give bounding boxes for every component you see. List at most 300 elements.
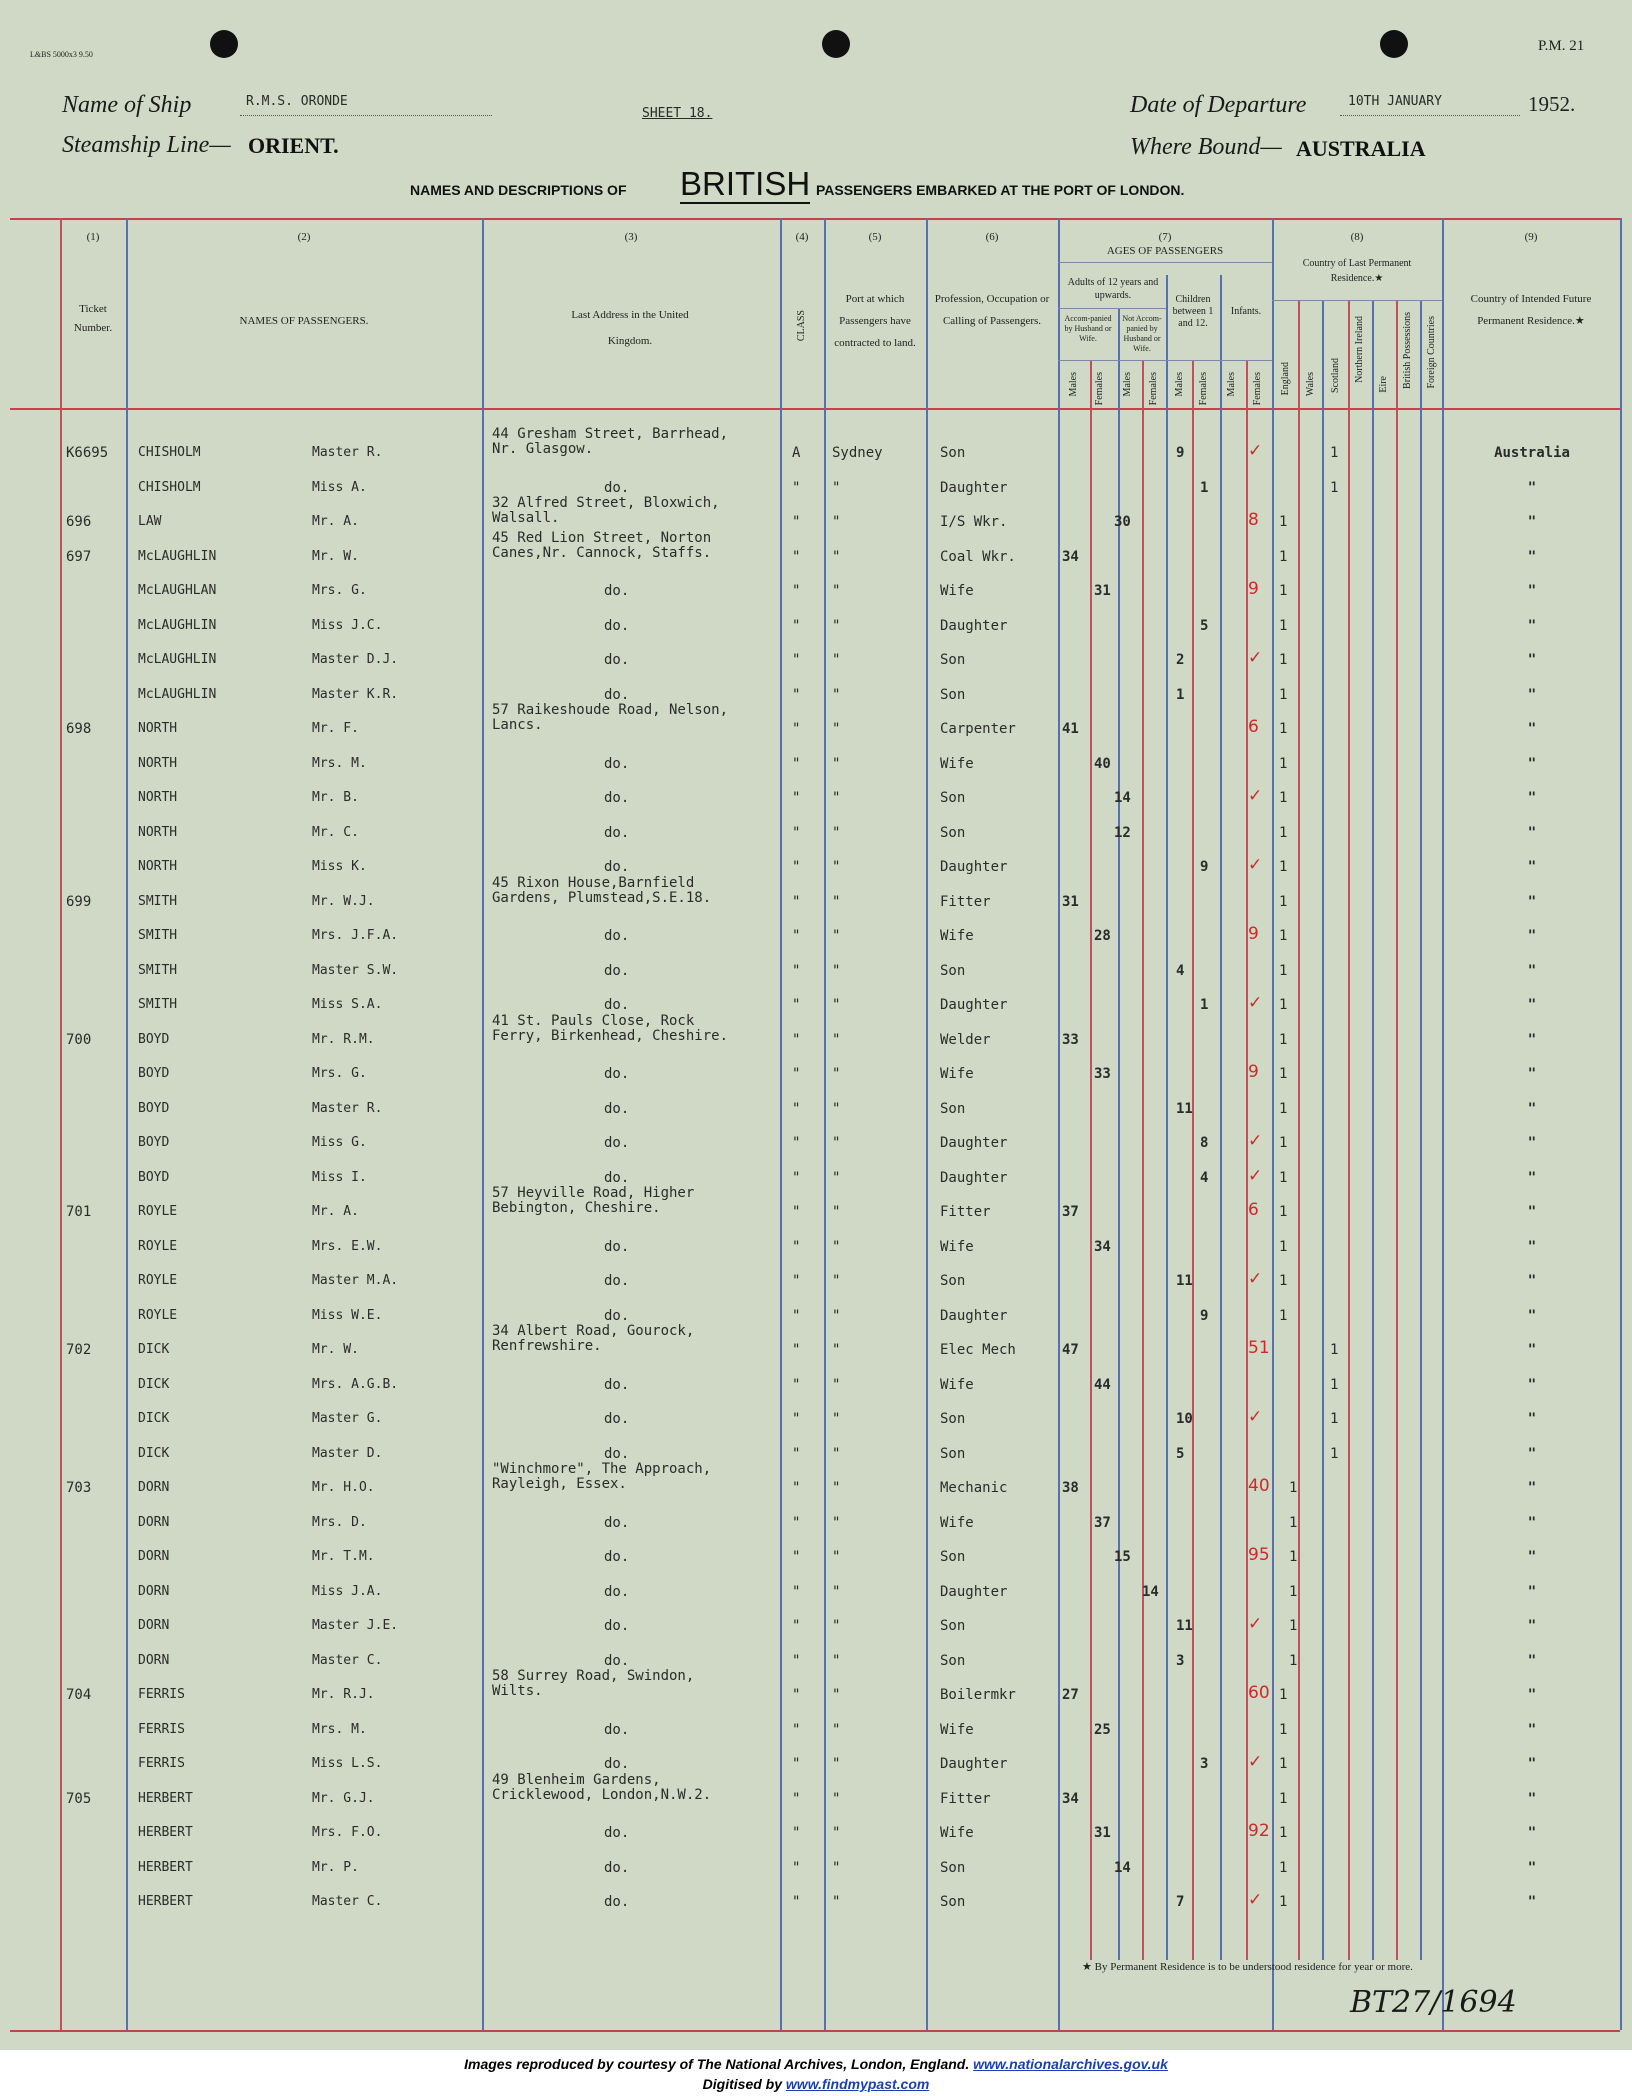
passenger-age: 28 [1094, 928, 1111, 944]
passenger-age: 3 [1176, 1653, 1185, 1669]
passenger-surname: DICK [138, 1377, 170, 1392]
occupation: Wife [940, 1377, 974, 1393]
intended-residence: " [1527, 1239, 1537, 1255]
passenger-age: 14 [1114, 790, 1131, 806]
intended-residence-header: Country of Intended Future Permanent Residence.★ [1470, 293, 1592, 327]
table-row [0, 1461, 1632, 1500]
occupation: Son [940, 1446, 966, 1462]
passenger-surname: DICK [138, 1411, 170, 1426]
passenger-given-name: Mr. C. [312, 825, 359, 840]
residence-tally: 1 [1289, 1584, 1298, 1600]
address-ditto: do. [604, 1618, 630, 1634]
passenger-class: " [792, 756, 801, 772]
port-of-landing: " [832, 1791, 841, 1807]
passenger-surname: SMITH [138, 928, 178, 943]
intended-residence: " [1527, 894, 1537, 910]
port-of-landing: " [832, 1825, 841, 1841]
findmypast-link[interactable]: www.findmypast.com [785, 2076, 930, 2092]
passenger-age: 9 [1176, 445, 1185, 461]
intended-residence: " [1527, 756, 1537, 772]
table-row [0, 687, 1632, 707]
table-row [0, 1668, 1632, 1707]
residence-tally: 1 [1279, 1101, 1288, 1117]
occupation: Elec Mech [940, 1342, 1016, 1358]
passenger-given-name: Master S.W. [312, 963, 399, 978]
table-row [0, 530, 1632, 569]
passenger-class: " [792, 1584, 801, 1600]
residence-tally: 1 [1279, 790, 1288, 806]
passenger-given-name: Mrs. A.G.B. [312, 1377, 399, 1392]
passenger-class: " [792, 1618, 801, 1634]
intended-residence: " [1527, 1446, 1537, 1462]
passenger-age: 41 [1062, 721, 1079, 737]
check-mark: ✓ [1248, 1890, 1263, 1910]
passenger-surname: McLAUGHLIN [138, 549, 217, 564]
address-ditto: do. [604, 1411, 630, 1427]
residence-tally: 1 [1279, 1756, 1288, 1772]
england-header: England [1280, 362, 1291, 396]
passenger-surname: FERRIS [138, 1756, 185, 1771]
table-row [0, 1614, 1632, 1638]
residence-tally: 1 [1279, 618, 1288, 634]
passenger-surname: NORTH [138, 825, 178, 840]
passenger-given-name: Mr. F. [312, 721, 359, 736]
ticket-number: 703 [66, 1480, 92, 1496]
passenger-class: " [792, 1032, 801, 1048]
intended-residence: " [1527, 583, 1537, 599]
passenger-given-name: Miss W.E. [312, 1308, 383, 1323]
port-of-landing: " [832, 859, 841, 875]
passenger-surname: McLAUGHLIN [138, 687, 217, 702]
intended-residence: " [1527, 549, 1537, 565]
col-num-3: (3) [624, 231, 638, 243]
residence-tally: 1 [1289, 1653, 1298, 1669]
ticket-number: 705 [66, 1791, 92, 1807]
passenger-given-name: Mrs. D. [312, 1515, 367, 1530]
port-of-landing: " [832, 1101, 841, 1117]
col-num-4: (4) [795, 231, 809, 243]
residence-tally: 1 [1279, 1066, 1288, 1082]
foreign-countries-header: Foreign Countries [1426, 316, 1437, 389]
passenger-surname: DORN [138, 1515, 170, 1530]
check-mark: ✓ [1248, 993, 1263, 1013]
table-row [0, 963, 1632, 983]
passenger-class: " [792, 825, 801, 841]
passenger-surname: NORTH [138, 756, 178, 771]
passenger-given-name: Mr. T.M. [312, 1549, 375, 1564]
passenger-surname: CHISHOLM [138, 480, 201, 495]
line-label: Steamship Line— [62, 132, 231, 158]
port-of-landing: " [832, 1342, 841, 1358]
country-last-header: Country of Last Permanent Residence.★ [1302, 258, 1412, 284]
passenger-surname: NORTH [138, 721, 178, 736]
passenger-given-name: Master J.E. [312, 1618, 399, 1633]
port-of-landing: " [832, 1446, 841, 1462]
port-of-landing: " [832, 790, 841, 806]
occupation: Son [940, 687, 966, 703]
line-name: ORIENT. [248, 133, 339, 158]
intended-residence: " [1527, 721, 1537, 737]
departure-date: 10TH JANUARY [1348, 94, 1442, 109]
check-mark: ✓ [1248, 1269, 1263, 1289]
passenger-class: " [792, 894, 801, 910]
intended-residence: " [1527, 687, 1537, 703]
address-line: 49 Blenheim Gardens, [492, 1772, 661, 1788]
residence-tally: 1 [1289, 1618, 1298, 1634]
check-mark: ✓ [1248, 1407, 1263, 1427]
passenger-class: " [792, 514, 801, 530]
passenger-class: " [792, 1239, 801, 1255]
intended-residence: " [1527, 1515, 1537, 1531]
table-row [0, 1269, 1632, 1293]
passenger-surname: DICK [138, 1446, 170, 1461]
occupation: Wife [940, 1515, 974, 1531]
table-row [0, 1166, 1632, 1190]
passenger-age: 25 [1094, 1722, 1111, 1738]
passenger-surname: McLAUGHLIN [138, 618, 217, 633]
check-mark: 6 [1248, 1200, 1259, 1220]
occupation: Daughter [940, 859, 1008, 875]
occupation: Son [940, 1860, 966, 1876]
address-line: Cricklewood, London,N.W.2. [492, 1787, 712, 1803]
occupation: Carpenter [940, 721, 1016, 737]
address-ditto: do. [604, 756, 630, 772]
passenger-age: 31 [1062, 894, 1079, 910]
residence-tally: 1 [1279, 1308, 1288, 1324]
national-archives-link[interactable]: www.nationalarchives.gov.uk [973, 2056, 1168, 2072]
passenger-class: " [792, 1204, 801, 1220]
passenger-surname: NORTH [138, 790, 178, 805]
passenger-class: " [792, 549, 801, 565]
residence-tally: 1 [1279, 825, 1288, 841]
occupation: Fitter [940, 1791, 991, 1807]
passenger-class: " [792, 583, 801, 599]
passenger-class: " [792, 1342, 801, 1358]
passenger-class: " [792, 963, 801, 979]
passenger-age: 15 [1114, 1549, 1131, 1565]
passenger-given-name: Miss G. [312, 1135, 367, 1150]
credit-text: Images reproduced by courtesy of The National Archives, London, England. [464, 2056, 970, 2072]
passenger-given-name: Mrs. M. [312, 1722, 367, 1737]
passenger-surname: DICK [138, 1342, 170, 1357]
check-mark: 92 [1248, 1821, 1270, 1841]
sheet-number: SHEET 18. [642, 106, 713, 121]
passenger-age: 37 [1062, 1204, 1079, 1220]
passenger-age: 5 [1176, 1446, 1185, 1462]
intended-residence: " [1527, 1894, 1537, 1910]
residence-tally: 1 [1279, 859, 1288, 875]
passenger-given-name: Mr. R.J. [312, 1687, 375, 1702]
passenger-given-name: Miss S.A. [312, 997, 383, 1012]
passenger-age: 31 [1094, 1825, 1111, 1841]
passenger-given-name: Master K.R. [312, 687, 399, 702]
departure-label: Date of Departure [1130, 92, 1307, 118]
port-of-landing: " [832, 1584, 841, 1600]
passenger-given-name: Mr. A. [312, 1204, 359, 1219]
passenger-surname: BOYD [138, 1101, 170, 1116]
intended-residence: " [1527, 1411, 1537, 1427]
passenger-surname: SMITH [138, 894, 178, 909]
residence-tally: 1 [1279, 514, 1288, 530]
passenger-surname: SMITH [138, 963, 178, 978]
residence-tally: 1 [1279, 894, 1288, 910]
port-of-landing: " [832, 721, 841, 737]
passenger-surname: BOYD [138, 1170, 170, 1185]
occupation: Daughter [940, 480, 1008, 496]
port-of-landing: " [832, 1618, 841, 1634]
credit-text-2: Digitised by [702, 2076, 783, 2092]
port-of-landing: " [832, 1066, 841, 1082]
passenger-given-name: Mr. P. [312, 1860, 359, 1875]
occupation: Son [940, 1653, 966, 1669]
check-mark: 8 [1248, 510, 1259, 530]
rule [1058, 308, 1166, 309]
ship-label: Name of Ship [62, 92, 192, 118]
ticket-header: Ticket Number. [73, 303, 113, 334]
ticket-number: 699 [66, 894, 92, 910]
table-row [0, 1062, 1632, 1086]
passenger-age: 14 [1142, 1584, 1159, 1600]
passenger-given-name: Mr. W. [312, 549, 359, 564]
check-mark: ✓ [1248, 441, 1263, 461]
passenger-surname: LAW [138, 514, 162, 529]
port-of-landing: " [832, 1515, 841, 1531]
adults-header: Adults of 12 years and upwards. [1067, 277, 1159, 301]
port-of-landing: " [832, 583, 841, 599]
residence-tally: 1 [1279, 1239, 1288, 1255]
address-ditto: do. [604, 825, 630, 841]
address-line: Gardens, Plumstead,S.E.18. [492, 890, 712, 906]
passenger-class: " [792, 721, 801, 737]
males-header: Males [1174, 372, 1185, 397]
address-ditto: do. [604, 1135, 630, 1151]
passenger-age: 31 [1094, 583, 1111, 599]
address-ditto: do. [604, 1549, 630, 1565]
passenger-age: 1 [1200, 480, 1209, 496]
check-mark: 95 [1248, 1545, 1270, 1565]
occupation: Son [940, 1101, 966, 1117]
check-mark: 9 [1248, 579, 1259, 599]
females-header: Females [1094, 372, 1105, 406]
port-of-landing: " [832, 549, 841, 565]
port-of-landing: " [832, 1653, 841, 1669]
intended-residence: " [1527, 1101, 1537, 1117]
residence-tally: 1 [1330, 1411, 1339, 1427]
address-line: 32 Alfred Street, Bloxwich, [492, 495, 720, 511]
intended-residence: " [1527, 1653, 1537, 1669]
passenger-age: 11 [1176, 1101, 1193, 1117]
intended-residence: " [1527, 1377, 1537, 1393]
address-line: Lancs. [492, 717, 543, 733]
address-ditto: do. [604, 1066, 630, 1082]
port-of-landing: " [832, 687, 841, 703]
passenger-age: 30 [1114, 514, 1131, 530]
passenger-age: 38 [1062, 1480, 1079, 1496]
northern-ireland-header: Northern Ireland [1354, 316, 1365, 383]
residence-tally: 1 [1330, 445, 1339, 461]
table-row [0, 825, 1632, 845]
port-of-landing: " [832, 997, 841, 1013]
females-header: Females [1148, 372, 1159, 406]
intended-residence: " [1527, 1549, 1537, 1565]
port-of-landing: " [832, 825, 841, 841]
address-line: 44 Gresham Street, Barrhead, [492, 426, 729, 442]
passenger-surname: HERBERT [138, 1791, 193, 1806]
females-header: Females [1198, 372, 1209, 406]
not-accompanied-header: Not Accom-panied by Husband or Wife. [1122, 314, 1162, 353]
address-ditto: do. [604, 1653, 630, 1669]
passenger-age: 47 [1062, 1342, 1079, 1358]
residence-tally: 1 [1279, 687, 1288, 703]
passenger-age: 34 [1094, 1239, 1111, 1255]
table-row [0, 495, 1632, 534]
ticket-number: K6695 [66, 445, 109, 461]
residence-tally: 1 [1279, 652, 1288, 668]
address-ditto: do. [604, 1584, 630, 1600]
ticket-number: 704 [66, 1687, 92, 1703]
port-of-landing: " [832, 514, 841, 530]
intended-residence: " [1527, 480, 1537, 496]
punch-hole [210, 30, 238, 58]
passenger-class: " [792, 1791, 801, 1807]
occupation: Fitter [940, 1204, 991, 1220]
accompanied-header: Accom-panied by Husband or Wife. [1064, 314, 1112, 343]
port-of-landing: " [832, 1549, 841, 1565]
infants-header: Infants. [1230, 306, 1262, 317]
address-ditto: do. [604, 1446, 630, 1462]
intended-residence: " [1527, 1480, 1537, 1496]
table-row [0, 648, 1632, 672]
table-row [0, 1515, 1632, 1535]
intended-residence: " [1527, 928, 1537, 944]
table-row [0, 1545, 1632, 1569]
port-of-landing: " [832, 1170, 841, 1186]
address-ditto: do. [604, 1515, 630, 1531]
residence-tally: 1 [1279, 1860, 1288, 1876]
residence-tally: 1 [1330, 1342, 1339, 1358]
passenger-surname: McLAUGHLIN [138, 652, 217, 667]
occupation: Wife [940, 1066, 974, 1082]
occupation: Wife [940, 1722, 974, 1738]
passenger-given-name: Mrs. J.F.A. [312, 928, 399, 943]
passenger-age: 11 [1176, 1618, 1193, 1634]
port-of-landing: " [832, 1239, 841, 1255]
table-row [0, 702, 1632, 741]
class-header: CLASS [796, 310, 807, 342]
intended-residence: " [1527, 514, 1537, 530]
port-of-landing: Sydney [832, 445, 883, 461]
intended-residence: " [1527, 1860, 1537, 1876]
wales-header: Wales [1305, 372, 1316, 397]
passenger-age: 27 [1062, 1687, 1079, 1703]
address-ditto: do. [604, 1894, 630, 1910]
passenger-class: " [792, 652, 801, 668]
intended-residence: " [1527, 652, 1537, 668]
address-line: 58 Surrey Road, Swindon, [492, 1668, 695, 1684]
passenger-surname: DORN [138, 1653, 170, 1668]
rule [1058, 360, 1272, 361]
occupation: Son [940, 445, 966, 461]
residence-tally: 1 [1279, 1170, 1288, 1186]
rule [1058, 262, 1272, 263]
address-line: 34 Albert Road, Gourock, [492, 1323, 695, 1339]
passenger-surname: BOYD [138, 1135, 170, 1150]
occupation: Mechanic [940, 1480, 1008, 1496]
eire-header: Eire [1378, 376, 1389, 393]
punch-hole [822, 30, 850, 58]
bound-label: Where Bound— [1130, 134, 1282, 160]
passenger-given-name: Miss J.C. [312, 618, 383, 633]
males-header: Males [1226, 372, 1237, 397]
address-ditto: do. [604, 618, 630, 634]
passenger-class: " [792, 1687, 801, 1703]
passenger-given-name: Miss J.A. [312, 1584, 383, 1599]
passenger-given-name: Mrs. E.W. [312, 1239, 383, 1254]
credit-line-2 [0, 2076, 1632, 2092]
table-row [0, 1101, 1632, 1121]
occupation: Wife [940, 928, 974, 944]
address-ditto: do. [604, 790, 630, 806]
passenger-class: " [792, 1273, 801, 1289]
col-num-5: (5) [868, 231, 882, 243]
residence-tally: 1 [1279, 1894, 1288, 1910]
col-num-8: (8) [1350, 231, 1364, 243]
residence-tally: 1 [1279, 1791, 1288, 1807]
passenger-age: 44 [1094, 1377, 1111, 1393]
intended-residence: " [1527, 1273, 1537, 1289]
check-mark: 9 [1248, 924, 1259, 944]
address-line: Wilts. [492, 1683, 543, 1699]
address-line: 57 Heyville Road, Higher [492, 1185, 695, 1201]
address-line: 45 Rixon House,Barnfield [492, 875, 695, 891]
occupation: Son [940, 1549, 966, 1565]
address-line: 57 Raikeshoude Road, Nelson, [492, 702, 729, 718]
passenger-class: " [792, 1066, 801, 1082]
intended-residence: " [1527, 1618, 1537, 1634]
residence-tally: 1 [1279, 1204, 1288, 1220]
credit-line-1 [0, 2056, 1632, 2072]
port-of-landing: " [832, 1894, 841, 1910]
residence-tally: 1 [1279, 1825, 1288, 1841]
occupation: Fitter [940, 894, 991, 910]
table-row [0, 855, 1632, 879]
table-row [0, 1860, 1632, 1880]
intended-residence: " [1527, 1342, 1537, 1358]
port-of-landing: " [832, 928, 841, 944]
residence-tally: 1 [1279, 721, 1288, 737]
residence-tally: 1 [1279, 549, 1288, 565]
occupation: Son [940, 652, 966, 668]
scotland-header: Scotland [1330, 358, 1341, 393]
address-line: Canes,Nr. Cannock, Staffs. [492, 545, 712, 561]
table-row [0, 1407, 1632, 1431]
table-row [0, 1772, 1632, 1811]
passenger-class: " [792, 1653, 801, 1669]
address-ditto: do. [604, 1825, 630, 1841]
profession-header: Profession, Occupation or Calling of Passengers. [934, 293, 1050, 327]
address-ditto: do. [604, 1239, 630, 1255]
occupation: Daughter [940, 997, 1008, 1013]
title-suffix: PASSENGERS EMBARKED AT THE PORT OF LONDON. [816, 182, 1185, 198]
occupation: Daughter [940, 1584, 1008, 1600]
col-num-2: (2) [297, 231, 311, 243]
port-of-landing: " [832, 1687, 841, 1703]
col-num-9: (9) [1524, 231, 1538, 243]
address-ditto: do. [604, 1756, 630, 1772]
passenger-surname: McLAUGHLAN [138, 583, 217, 598]
passenger-class: " [792, 1549, 801, 1565]
passenger-given-name: Miss I. [312, 1170, 367, 1185]
